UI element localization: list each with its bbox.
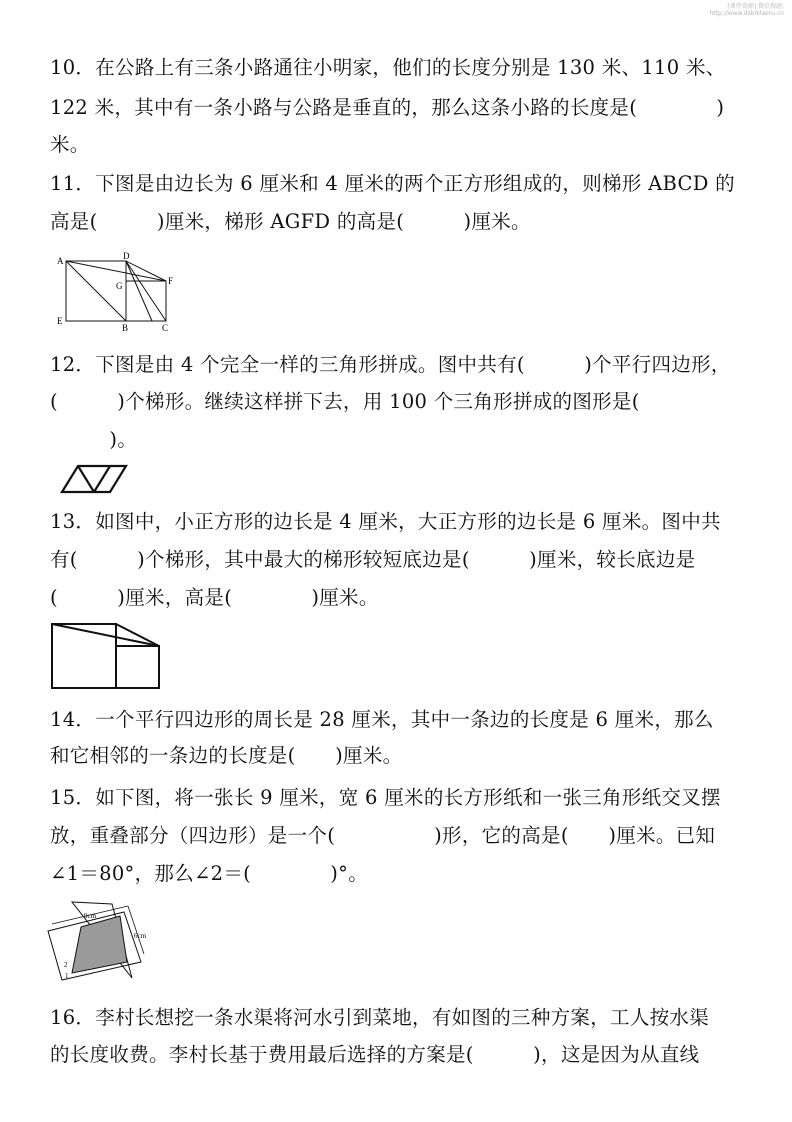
q13-line-1: 13．如图中，小正方形的边长是 4 厘米，大正方形的边长是 6 厘米。图中共 <box>50 510 721 533</box>
q12-figure-four-triangles <box>58 462 134 496</box>
q15-line-3: ∠1＝80°，那么∠2＝( )°。 <box>50 862 369 885</box>
label-6cm: 6cm <box>134 932 147 940</box>
q11-line-1: 11．下图是由边长为 6 厘米和 4 厘米的两个正方形组成的，则梯形 ABCD 的 <box>50 172 735 195</box>
q12-line-3: )。 <box>50 428 138 451</box>
label-c: C <box>162 323 169 332</box>
label-angle-1: 1 <box>65 972 69 980</box>
q15-line-1: 15．如下图，将一张长 9 厘米，宽 6 厘米的长方形纸和一张三角形纸交叉摆 <box>50 786 721 809</box>
q15-figure-rectangle-triangle <box>44 896 156 986</box>
label-9cm: 9cm <box>84 912 97 920</box>
q11-line-2: 高是( )厘米，梯形 AGFD 的高是( )厘米。 <box>50 210 531 233</box>
q12-line-1: 12．下图是由 4 个完全一样的三角形拼成。图中共有( )个平行四边形， <box>50 353 731 376</box>
q16-line-2: 的长度收费。李村长基于费用最后选择的方案是( )，这是因为从直线 <box>50 1043 700 1066</box>
q10-line-3: 米。 <box>50 133 90 156</box>
label-g: G <box>116 281 123 291</box>
q16-line-1: 16．李村长想挖一条水渠将河水引到菜地，有如图的三种方案，工人按水渠 <box>50 1006 710 1029</box>
q15-line-2: 放，重叠部分（四边形）是一个( )形，它的高是( )厘米。已知 <box>50 824 716 847</box>
q14-line-2: 和它相邻的一条边的长度是( )厘米。 <box>50 744 403 767</box>
q11-figure-two-squares <box>52 250 182 332</box>
q13-line-3: ( )厘米，高是( )厘米。 <box>50 586 379 609</box>
label-d: D <box>123 251 130 261</box>
q10-line-2: 122 米，其中有一条小路与公路是垂直的，那么这条小路的长度是( ) <box>50 96 725 119</box>
q12-line-2: ( )个梯形。继续这样拼下去，用 100 个三角形拼成的图形是( <box>50 390 640 413</box>
q14-line-1: 14．一个平行四边形的周长是 28 厘米，其中一条边的长度是 6 厘米，那么 <box>50 708 714 731</box>
label-b: B <box>122 323 129 332</box>
label-e: E <box>57 316 63 326</box>
watermark-line-1: [课件资源] 微信搜题: <box>727 3 784 10</box>
watermark <box>709 3 784 17</box>
watermark-line-2: http://www.dsbiklaeru.cn <box>709 10 784 17</box>
label-f: F <box>168 276 174 286</box>
label-angle-2: 2 <box>64 961 68 969</box>
overlap-quadrilateral <box>72 916 127 973</box>
label-a: A <box>57 256 64 266</box>
q10-line-1: 10．在公路上有三条小路通往小明家，他们的长度分别是 130 米、110 米、 <box>50 56 726 79</box>
q13-figure-two-squares <box>50 622 162 690</box>
q13-line-2: 有( )个梯形，其中最大的梯形较短底边是( )厘米，较长底边是 <box>50 548 696 571</box>
